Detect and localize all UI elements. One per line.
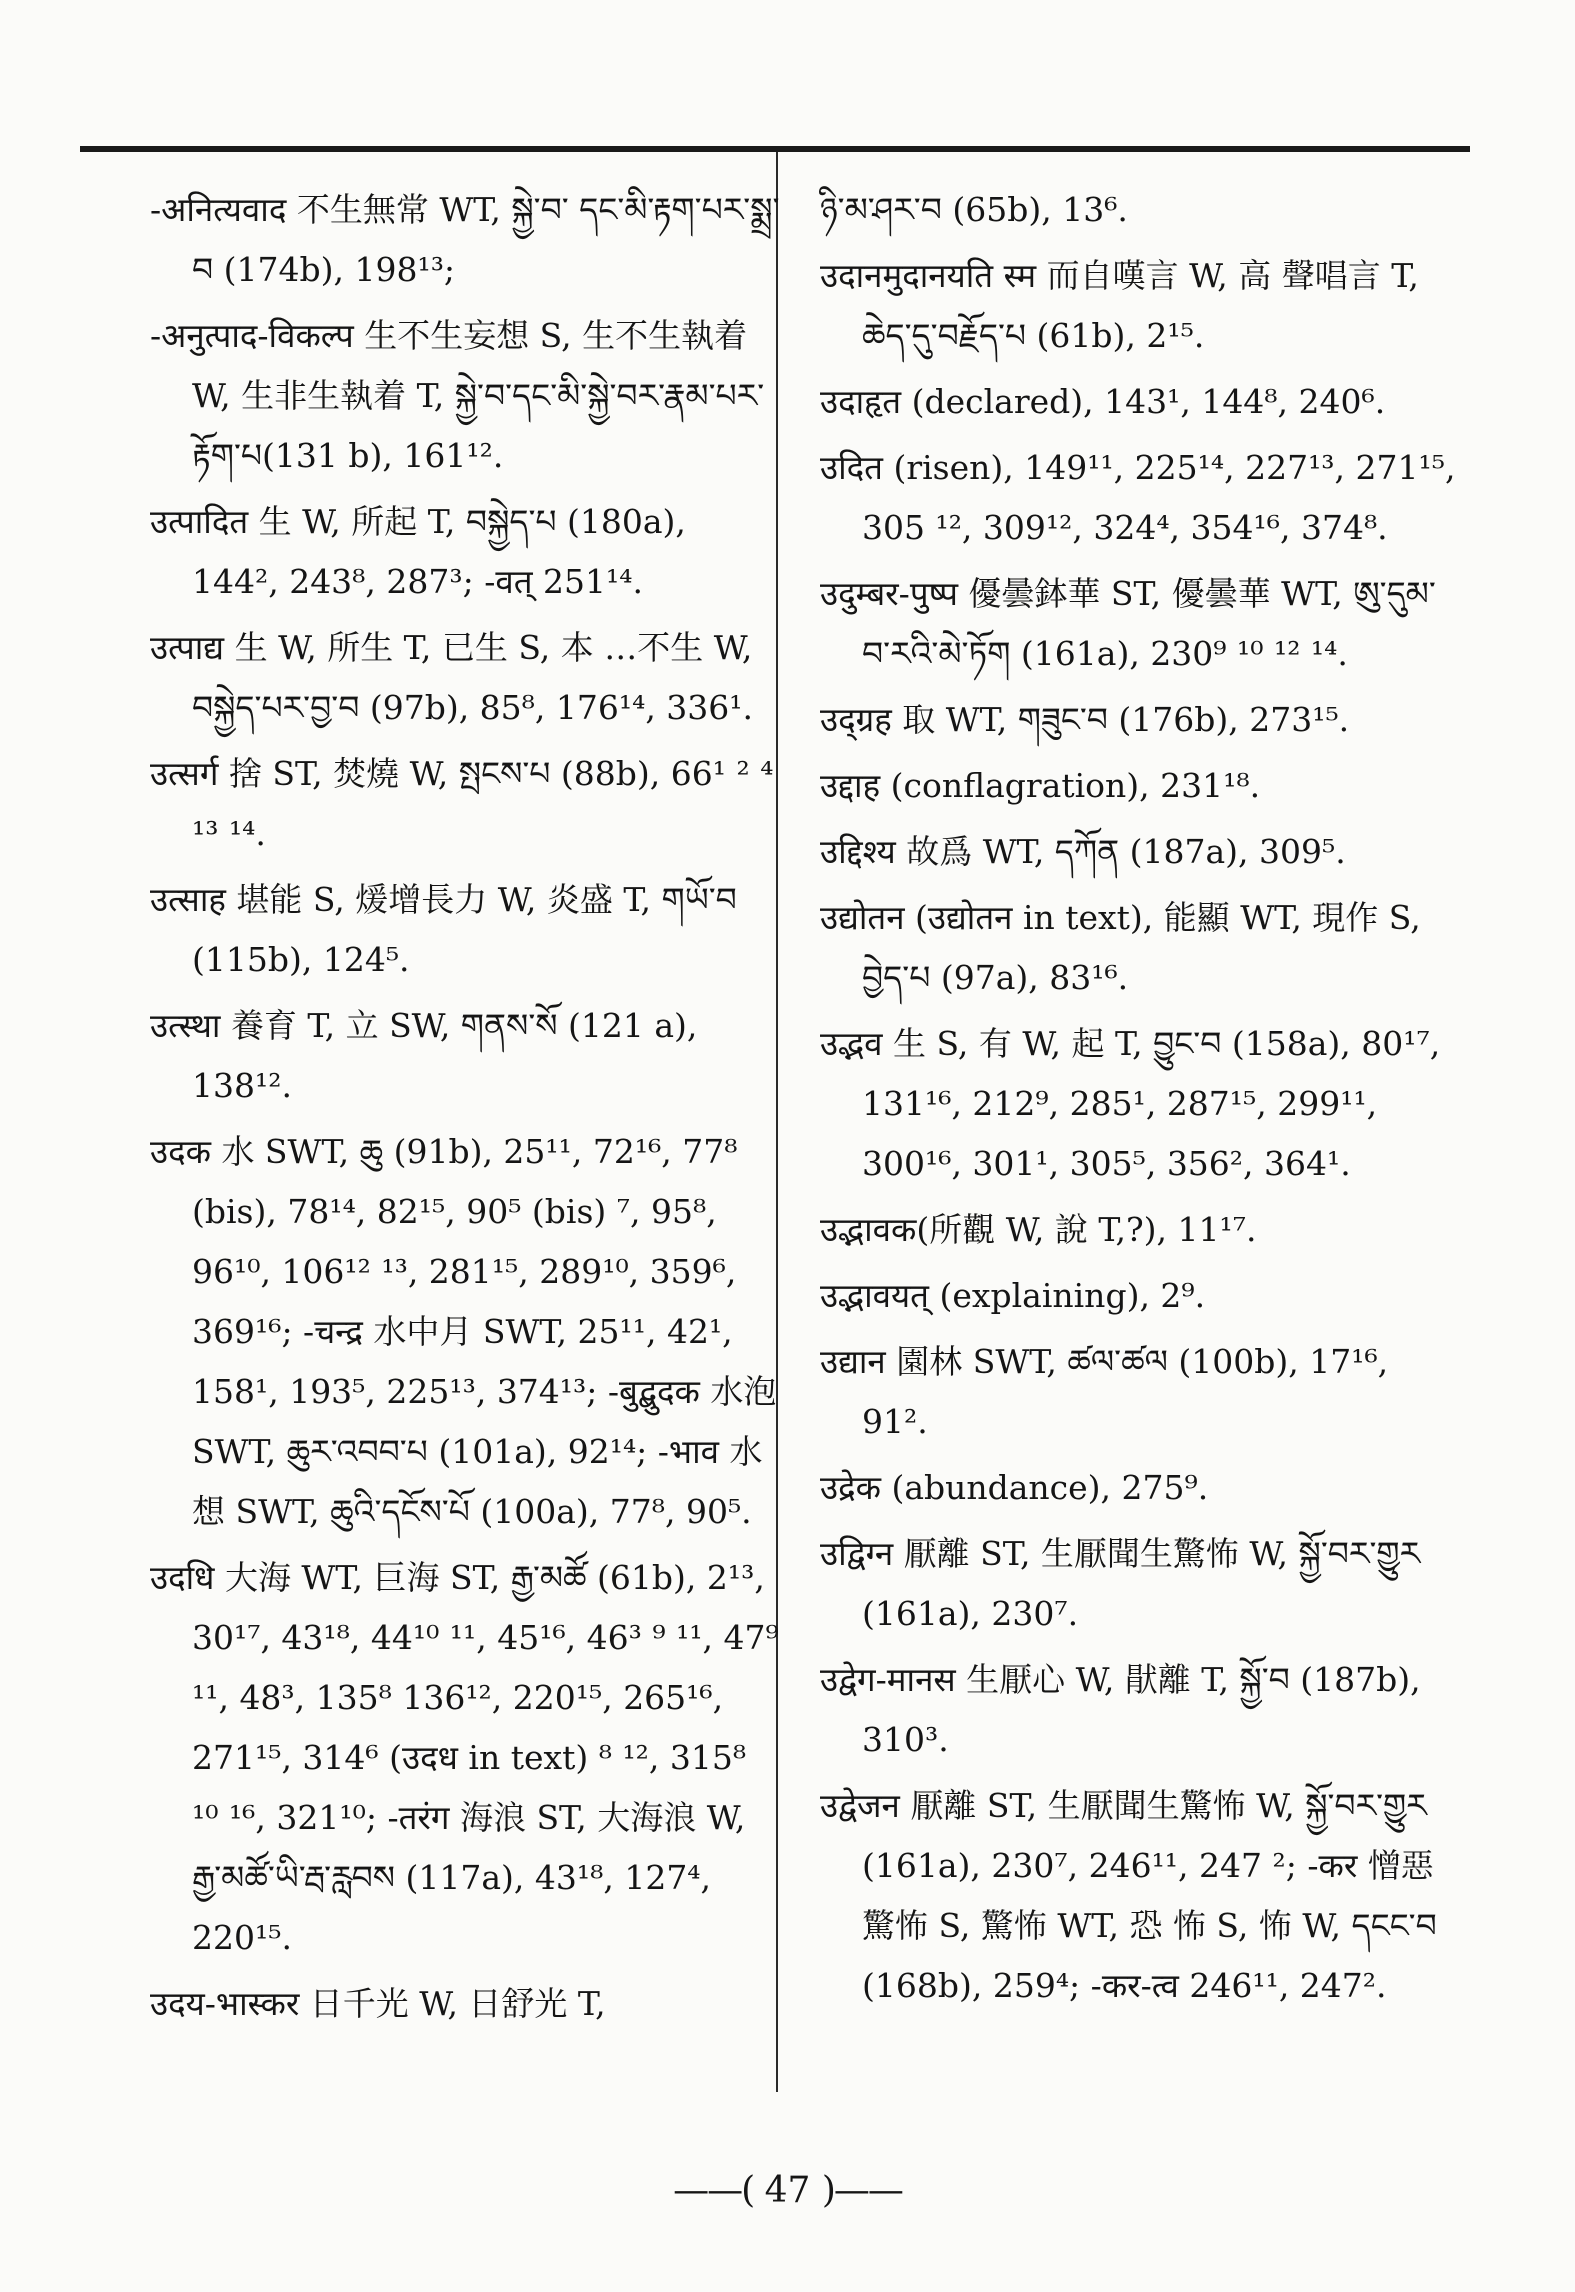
dictionary-entry: उत्साह 堪能 S, 煖增長力 W, 炎盛 T, གཡོ་བ (115b), 124⁵. — [150, 880, 737, 979]
dictionary-entry: उत्सर्ग 捨 ST, 焚燒 W, སྤངས་པ (88b), 66¹ ² ⁴ ¹³ ¹⁴. — [150, 754, 774, 853]
dictionary-entry: ཉི་མ་ཤར་བ (65b), 13⁶. — [820, 190, 1128, 229]
left-column — [150, 180, 780, 2040]
dictionary-entry: उद्योतन (उद्योतन in text), 能顯 WT, 現作 S, བྱེད་པ (97a), 83¹⁶. — [820, 898, 1421, 997]
dictionary-entry: उदित (risen), 149¹¹, 225¹⁴, 227¹³, 271¹⁵, 305 ¹², 309¹², 324⁴, 354¹⁶, 374⁸. — [820, 448, 1456, 547]
dictionary-entry: -अनित्यवाद 不生無常 WT, སྐྱེ་བ་ དང་མི་རྟག་པར་སྨྲ་བ (174b), 198¹³; — [150, 190, 780, 289]
dictionary-entry: उद्भावयत् (explaining), 2⁹. — [820, 1276, 1206, 1315]
right-column — [820, 180, 1460, 2022]
dictionary-entry: उत्पाद्य 生 W, 所生 T, 已生 S, 本 …不生 W, བསྐྱེད་པར་བྱ་བ (97b), 85⁸, 176¹⁴, 336¹. — [150, 628, 754, 727]
top-rule — [80, 146, 1470, 152]
page-number: 47 — [764, 2170, 811, 2211]
dictionary-entry: उदय-भास्कर 日千光 W, 日舒光 T, — [150, 1984, 606, 2023]
dictionary-entry: उत्पादित 生 W, 所起 T, བསྐྱེད་པ (180a), 144², 243⁸, 287³; -वत् 251¹⁴. — [150, 502, 686, 601]
dictionary-entry: उद्विग्न 厭離 ST, 生厭聞生驚怖 W, སྐྱོ་བར་གྱུར (161a), 230⁷. — [820, 1534, 1421, 1633]
dictionary-entry: उदाहृत (declared), 143¹, 144⁸, 240⁶. — [820, 382, 1386, 421]
footer-dash-left: ——( — [673, 2170, 754, 2211]
dictionary-entry: उद्दिश्य 故爲 WT, དཀོན (187a), 309⁵. — [820, 832, 1346, 871]
dictionary-entry: -अनुत्पाद-विकल्प 生不生妄想 S, 生不生執着 W, 生非生執着 T, སྐྱེ་བ་དང་མི་སྐྱེ་བར་རྣམ་པར་རྟོག་པ(131 b), 161¹². — [150, 316, 765, 475]
dictionary-entry: उदधि 大海 WT, 巨海 ST, རྒྱ་མཚོ (61b), 2¹³, 30¹⁷, 43¹⁸, 44¹⁰ ¹¹, 45¹⁶, 46³ ⁹ ¹¹, 47⁹ ¹¹, 48³, 135⁸ 136¹², 220¹⁵, 265¹⁶, 271¹⁵, 314⁶ (उदध in text) ⁸ ¹², 315⁸ ¹⁰ ¹⁶, 321¹⁰; -तरंग 海浪 ST, 大海浪 W, རྒྱ་མཚོ་ཡི་རྦ་རླབས (117a), 43¹⁸, 127⁴, 220¹⁵. — [150, 1558, 779, 1957]
dictionary-entry: उदुम्बर-पुष्प 優曇鉢華 ST, 優曇華 WT, ཨུ་དུམ་བ་རའི་མེ་ཏོག (161a), 230⁹ ¹⁰ ¹² ¹⁴. — [820, 574, 1436, 673]
dictionary-entry: उदानमुदानयति स्म 而自嘆言 W, 高 聲唱言 T, ཆེད་དུ་བརྗོད་པ (61b), 2¹⁵. — [820, 256, 1419, 355]
dictionary-entry: उत्स्था 養育 T, 立 SW, གནས་སོ (121 a), 138¹². — [150, 1006, 698, 1105]
dictionary-entry: उद्रेक (abundance), 275⁹. — [820, 1468, 1209, 1507]
dictionary-entry: उद्ग्रह 取 WT, གཟུང་བ (176b), 273¹⁵. — [820, 700, 1350, 739]
dictionary-entry: उद्यान 園林 SWT, ཚལ་ཚལ (100b), 17¹⁶, 91². — [820, 1342, 1389, 1441]
footer-dash-right: )—— — [821, 2170, 902, 2211]
dictionary-entry: उदक 水 SWT, ཆུ (91b), 25¹¹, 72¹⁶, 77⁸ (bis), 78¹⁴, 82¹⁵, 90⁵ (bis) ⁷, 95⁸, 96¹⁰, 106¹² ¹³, 281¹⁵, 289¹⁰, 359⁶, 369¹⁶; -चन्द्र 水中月 SWT, 25¹¹, 42¹, 158¹, 193⁵, 225¹³, 374¹³; -बुद्बुदक 水泡 SWT, ཆུར་འབབ་པ (101a), 92¹⁴; -भाव 水 想 SWT, ཆུའི་དངོས་པོ (100a), 77⁸, 90⁵. — [150, 1132, 777, 1531]
dictionary-entry: उद्वेग-मानस 生厭心 W, 猒離 T, སྐྱོ་བ (187b), 310³. — [820, 1660, 1421, 1759]
dictionary-entry: उद्वेजन 厭離 ST, 生厭聞生驚怖 W, སྐྱོ་བར་གྱུར (161a), 230⁷, 246¹¹, 247 ²; -कर 憎惡驚怖 S, 驚怖 WT, 恐 怖 S, 怖 W, དངང་བ (168b), 259⁴; -कर-त्व 246¹¹, 247². — [820, 1786, 1437, 2005]
page-footer — [0, 2170, 1575, 2211]
dictionary-entry: उद्दाह (conflagration), 231¹⁸. — [820, 766, 1261, 805]
dictionary-entry: उद्भव 生 S, 有 W, 起 T, བྱུང་བ (158a), 80¹⁷, 131¹⁶, 212⁹, 285¹, 287¹⁵, 299¹¹, 300¹⁶, 301¹, 305⁵, 356², 364¹. — [820, 1024, 1441, 1183]
dictionary-entry: उद्भावक(所觀 W, 說 T,?), 11¹⁷. — [820, 1210, 1257, 1249]
